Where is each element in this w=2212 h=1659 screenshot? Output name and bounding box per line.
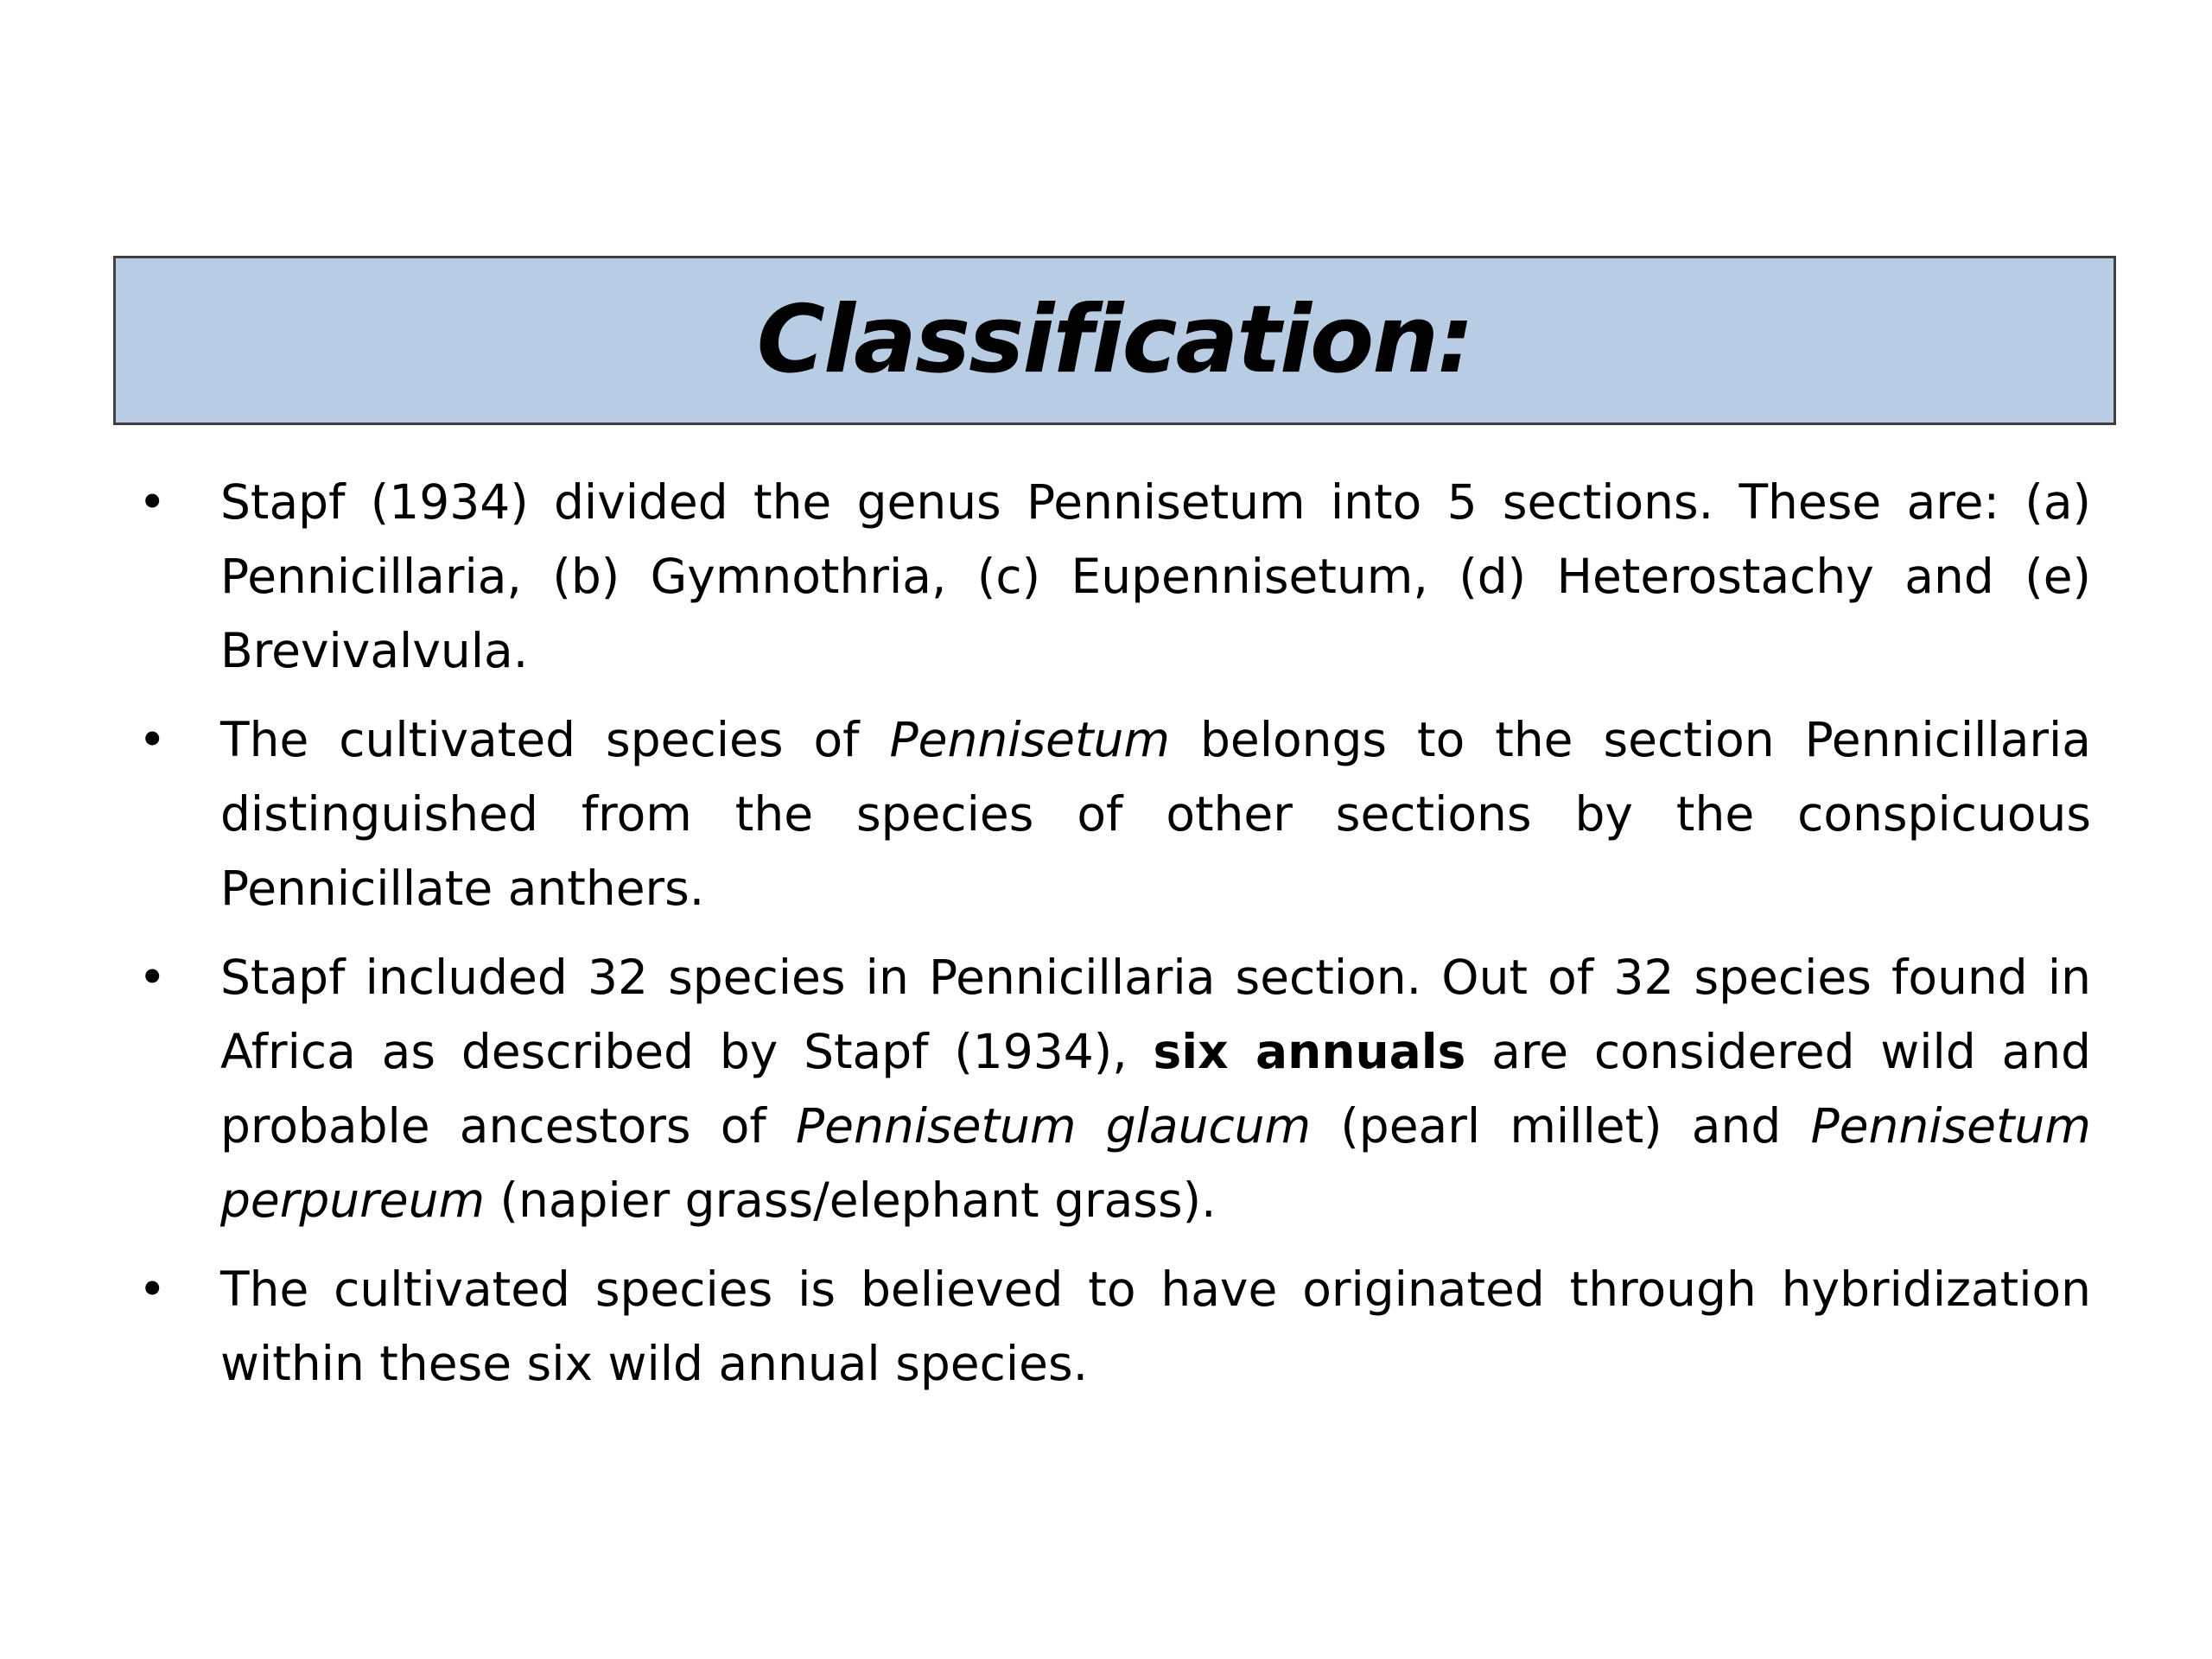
bullet-text-segment: (napier grass/elephant grass). <box>485 1173 1217 1228</box>
bullet-text-italic: Pennisetum <box>889 712 1170 767</box>
bullet-dot-icon: • <box>138 1262 167 1317</box>
bullet-dot-icon: • <box>138 950 167 1005</box>
bullet-text-segment: The cultivated species of <box>220 712 890 767</box>
bullet-text-segment: The cultivated species is believed to have originated through hybridization within these six wild annual species. <box>220 1262 2091 1391</box>
bullet-item <box>130 465 2091 688</box>
bullet-text-bold: six annuals <box>1153 1024 1466 1079</box>
bullet-text-segment: are considered wild and probable ancestors of <box>220 1024 2092 1154</box>
bullet-text-segment: Stapf included 32 species in Pennicillaria section. Out of 32 species found in Africa as described by Stapf (1934), <box>220 950 2091 1079</box>
bullet-item <box>130 940 2091 1237</box>
bullet-text-segment: Stapf (1934) divided the genus Pennisetum into 5 sections. These are: (a) Pennicillaria, (b) Gymnothria, (c) Eupennisetum, (d) Heterostachy and (e) Brevivalvula. <box>220 474 2091 678</box>
bullet-item <box>130 1252 2091 1401</box>
slide-title: Classification: <box>756 286 1473 394</box>
bullet-item <box>130 702 2091 925</box>
bullet-text-italic: Pennisetum glaucum <box>796 1098 1312 1154</box>
bullet-text-segment: belongs to the section Pennicillaria distinguished from the species of other sections by the conspicuous Pennicillate anthers. <box>220 712 2091 916</box>
bullet-text-italic: Pennisetum perpureum <box>220 1098 2091 1228</box>
title-banner <box>113 256 2116 425</box>
bullet-dot-icon: • <box>138 474 167 530</box>
bullet-dot-icon: • <box>138 712 167 767</box>
bullet-text-segment: (pearl millet) and <box>1311 1098 1811 1154</box>
bullet-list <box>130 465 2091 1415</box>
